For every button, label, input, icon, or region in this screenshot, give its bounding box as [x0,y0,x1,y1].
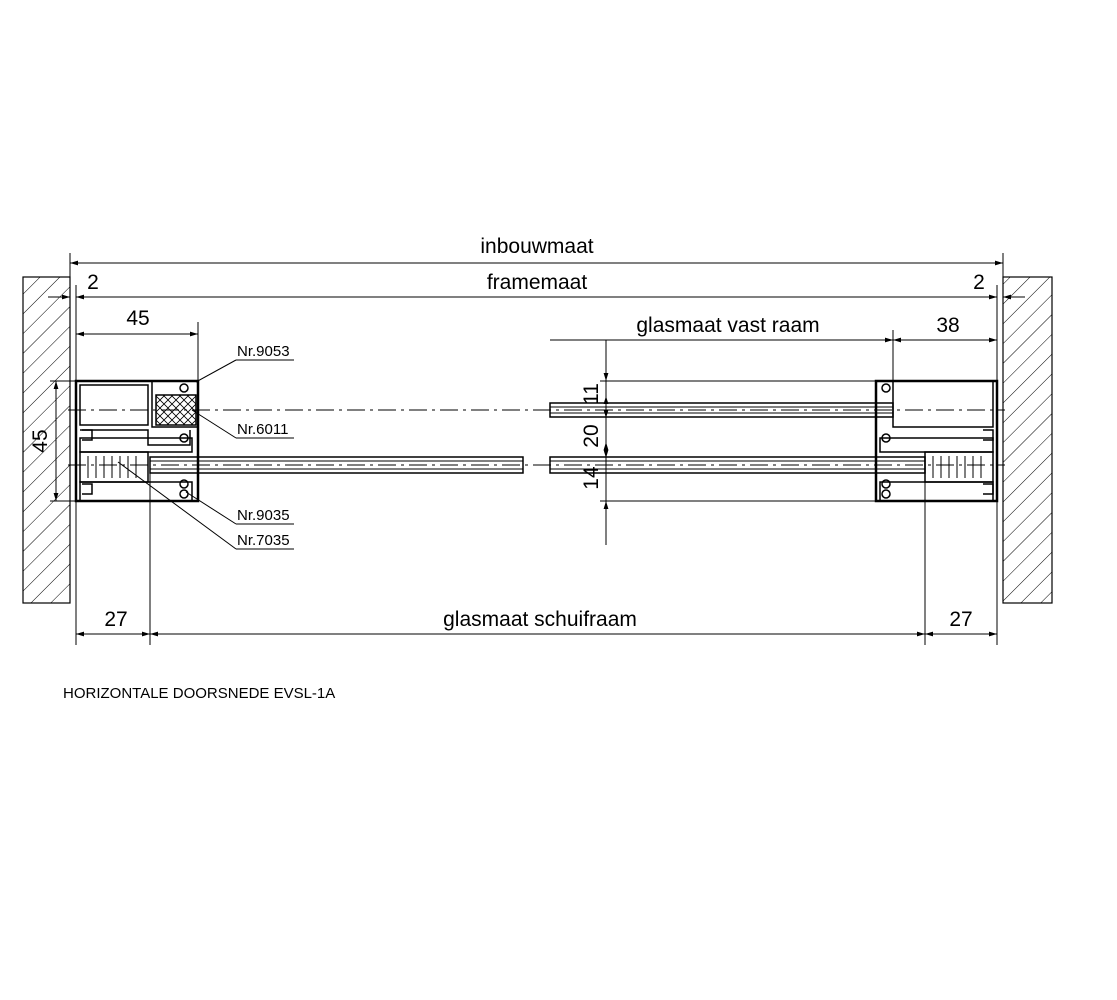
glasmaat-schuifraam-dimension [76,473,997,645]
frame-depth-value: 45 [29,429,52,453]
glasmaat-schuifraam-label: glasmaat schuifraam [443,608,637,631]
glasmaat-vast-raam-dimension [550,314,997,382]
drawing-caption: HORIZONTALE DOORSNEDE EVSL-1A [63,685,336,702]
vert-11-value: 11 [580,383,603,405]
part-6011-label: Nr.6011 [237,421,289,438]
vert-14-value: 14 [580,466,603,490]
framemaat-dimension [48,271,1025,385]
left-frame-profile [76,381,198,501]
frame-width-dimension [76,307,198,382]
glasmaat-vast-raam-label: glasmaat vast raam [636,314,820,337]
part-callouts [118,343,294,549]
inbouwmaat-label: inbouwmaat [480,235,594,258]
framemaat-label: framemaat [486,271,588,294]
part-9035-label: Nr.9035 [237,507,290,524]
vertical-dimensions [580,340,876,545]
part-9053-label: Nr.9053 [237,343,290,360]
right-wall [1003,277,1052,603]
gap-left-value: 2 [87,271,99,294]
right-frame-profile [876,381,997,501]
vert-20-value: 20 [580,424,603,448]
fixed-offset-value: 38 [936,314,960,337]
gap-right-value: 2 [973,271,985,294]
frame-width-value: 45 [126,307,150,330]
sliding-left-value: 27 [104,608,128,631]
sliding-right-value: 27 [949,608,973,631]
part-7035-label: Nr.7035 [237,532,290,549]
